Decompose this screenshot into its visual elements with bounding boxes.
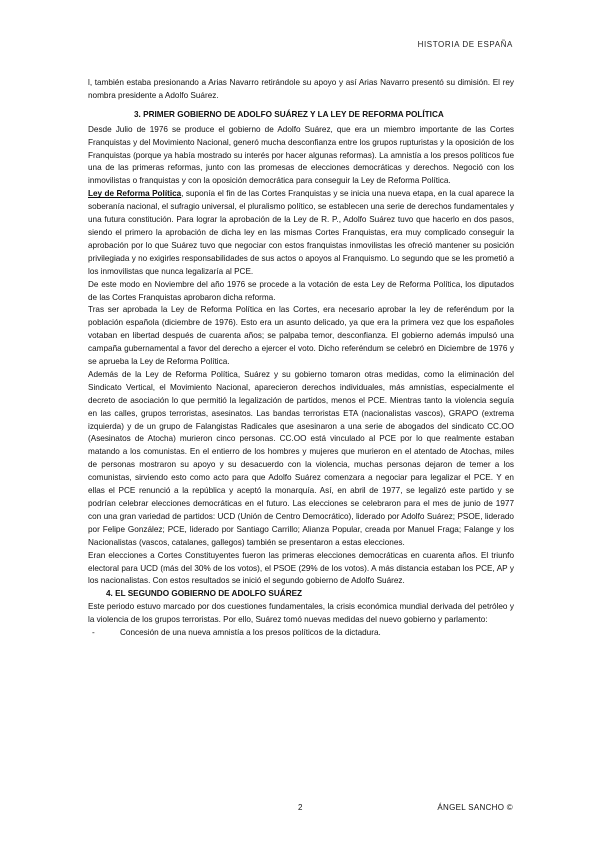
list-item [88,627,514,640]
paragraph-reform-law [88,188,514,278]
paragraph-other-measures: Además de la Ley de Reforma Política, Suárez y su gobierno tomaron otras medidas, como la eliminación del Sindicato Vertical, el Movimiento Nacional, aparecieron derechos individuales, más amnistías, especialmente el decreto de asociación lo que permitió la legalización de partidos, menos el PCE. Mientras tanto la violencia seguía en las calles, grupos terroristas, asesinatos. Las bandas terroristas ETA (nacionalistas vascos), GRAPO (extrema izquierda) y de un grupo de Falangistas Radicales que asesinaron a una serie de abogados del sindicato CC.OO (Asesinatos de Atocha) murieron cinco personas. CC.OO está vinculado al PCE por lo que realmente estaban matando a los comunistas. En el entierro de los hombres y mujeres que murieron en el atentado de Atochas, miles de personas mostraron su apoyo y su desacuerdo con la violencia, muchas personas dejaron de temer a los comunistas, sirviendo esto como acto para que Adolfo Suárez comenzara a negociar para legalizar el PCE. Y en ellas el PCE renunció a la república y aceptó la monarquía. Así, en abril de 1977, se legalizó este partido y se podrían celebrar elecciones democráticas en el futuro. Las elecciones se celebraron para el mes de junio de 1977 con una gran variedad de partidos: UCD (Unión de Centro Democrático), liderado por Adolfo Suárez; PSOE, liderado por Felipe González; PCE, liderado por Santiago Carrillo; Alianza Popular, creada por Manuel Fraga; Falange y los Nacionalistas (vascos, catalanes, gallegos) también se presentaron a estas elecciones. [88,369,514,547]
reform-law-term: Ley de Reforma Política [88,189,182,199]
footer-author: ÁNGEL SANCHO © [437,803,513,812]
page-number: 2 [298,803,303,812]
paragraph-november-vote: De este modo en Noviembre del año 1976 se procede a la votación de esta Ley de Reforma Política, los diputados de las Cortes Franquistas aprobaron dicha reforma. [88,279,514,302]
paragraph-referendum: Tras ser aprobada la Ley de Reforma Política en las Cortes, era necesario aprobar la ley de referéndum por la población española (diciembre de 1976). Esto era un asunto delicado, ya que era la primera vez que los españoles votaban en libertad después de cuarenta años; se palpaba temor, desconfianza. El gobierno además impulsó una campaña gubernamental a favor del derecho a ejercer el voto. Dicho referéndum se celebró en Diciembre de 1976 y se aprueba la Ley de Reforma Política. [88,305,514,367]
paragraph-intro: l, también estaba presionando a Arias Navarro retirándole su apoyo y así Arias Navarro presentó su dimisión. El rey nombra presidente a Adolfo Suárez. [88,78,514,100]
list-item-text: Concesión de una nueva amnistía a los presos políticos de la dictadura. [120,628,381,638]
document-body [88,77,514,640]
section-heading-3: 3. PRIMER GOBIERNO DE ADOLFO SUÁREZ Y LA LEY DE REFORMA POLÍTICA [134,109,444,119]
reform-law-text: , suponía el fin de las Cortes Franquistas y se inicia una nueva etapa, en la cual aparece la soberanía nacional, el sufragio universal, el pluralismo político, se establecen una serie de derechos fundamentales y una futura constitución. Para lograr la aprobación de la Ley de R. P., Adolfo Suárez tuvo que hacerlo en dos pasos, siendo el primero la aprobación de dicha ley en las mismas Cortes Franquistas, era muy complicado conseguir la aprobación por lo que Suárez tuvo que negociar con estos franquistas inmovilistas les ofreció mantener su posición privilegiada y no exigirles responsabilidades de sus actos o apoyos al Franquismo. Lo segundo que se les prometió a los inmovilistas que nunca legalizaría al PCE. [88,189,515,276]
paragraph-suarez-government: Desde Julio de 1976 se produce el gobierno de Adolfo Suárez, que era un miembro importante de las Cortes Franquistas y del Movimiento Nacional, generó mucha desconfianza entre los grupos rupturistas y la oposición de los Franquistas (porque ya había mostrado su interés por hacer algunas reformas). La amnistía a los presos políticos fue una de las primeras reformas, junto con las promesas de elecciones democráticas y derechos. Negoció con los inmovilistas o franquistas y con la oposición democrática para conseguir la Ley de Reforma Política. [88,124,514,186]
paragraph-elections: Eran elecciones a Cortes Constituyentes fueron las primeras elecciones democráticas en cuarenta años. El triunfo electoral para UCD (más del 30% de los votos), el PSOE (29% de los votos). A más distancia estaban los PCE, AP y los nacionalistas. Con estos resultados se inició el segundo gobierno de Adolfo Suárez. [88,550,514,586]
page-header-title: HISTORIA DE ESPAÑA [417,40,513,49]
bullet-dash: - [92,628,95,638]
section-heading-4: 4. EL SEGUNDO GOBIERNO DE ADOLFO SUÁREZ [106,589,303,599]
paragraph-second-government: Este periodo estuvo marcado por dos cuestiones fundamentales, la crisis económica mundial derivada del petróleo y la violencia de los grupos terroristas. Por ello, Suárez tomó nuevas medidas del nuevo gobierno y parlamento: [88,602,514,625]
